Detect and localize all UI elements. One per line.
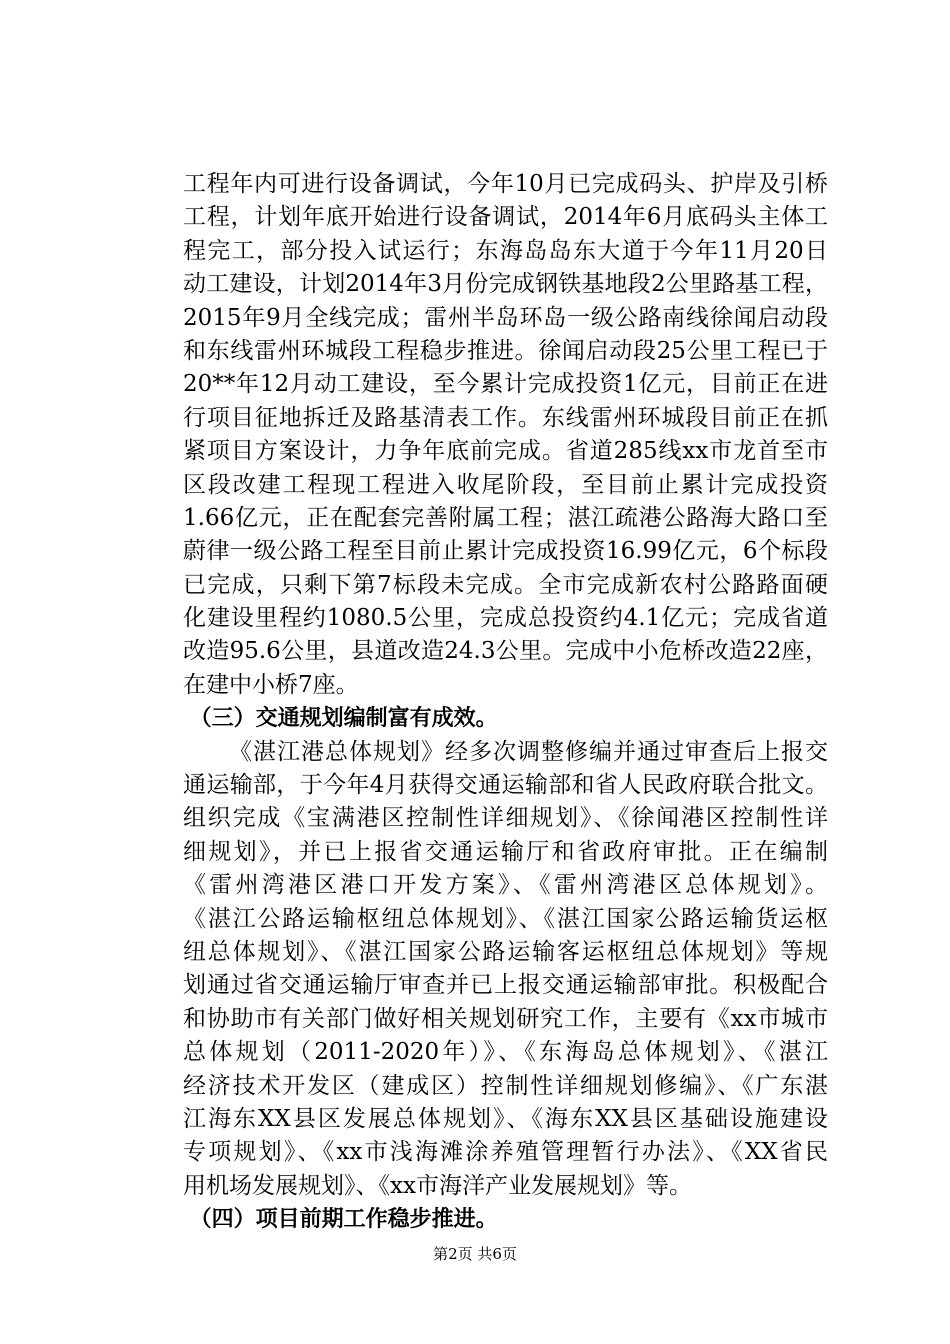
text-line: 细规划》，并已上报省交通运输厅和省政府审批。正在编制: [183, 838, 828, 865]
text-line: 行项目征地拆迁及路基清表工作。东线雷州环城段目前正在抓: [183, 404, 828, 431]
text-line: 工程，计划年底开始进行设备调试，2014年6月底码头主体工: [183, 204, 828, 231]
text-line: 《湛江公路运输枢纽总体规划》、《湛江国家公路运输货运枢: [183, 905, 828, 932]
text-line: 区段改建工程现工程进入收尾阶段，至目前止累计完成投资: [183, 471, 828, 498]
text-line: 总体规划（2011-2020年）》、《东海岛总体规划》、《湛江: [183, 1039, 828, 1066]
text-line: 通运输部，于今年4月获得交通运输部和省人民政府联合批文。: [183, 772, 828, 799]
text-line: 《雷州湾港区港口开发方案》、《雷州湾港区总体规划》。: [183, 872, 828, 899]
page-footer: 第2页 共6页: [433, 1245, 517, 1263]
text-line: 《湛江港总体规划》经多次调整修编并通过审查后上报交: [229, 738, 828, 765]
text-line: 江海东XX县区发展总体规划》、《海东XX县区基础设施建设: [183, 1105, 828, 1132]
text-line: 用机场发展规划》、《xx市海洋产业发展规划》等。: [183, 1172, 692, 1199]
text-line: 工程年内可进行设备调试，今年10月已完成码头、护岸及引桥: [183, 171, 828, 197]
text-line: 已完成，只剩下第7标段未完成。全市完成新农村公路路面硬: [183, 571, 828, 598]
section-heading-4: （四）项目前期工作稳步推进。: [189, 1207, 498, 1233]
text-line: 纽总体规划》、《湛江国家公路运输客运枢纽总体规划》等规: [183, 938, 828, 965]
text-line: 经济技术开发区（建成区）控制性详细规划修编》、《广东湛: [183, 1072, 828, 1099]
text-line: 改造95.6公里，县道改造24.3公里。完成中小危桥改造22座，: [183, 638, 828, 665]
text-line: 划通过省交通运输厅审查并已上报交通运输部审批。积极配合: [183, 972, 828, 999]
text-line: 组织完成《宝满港区控制性详细规划》、《徐闻港区控制性详: [183, 805, 828, 832]
text-line: 专项规划》、《xx市浅海滩涂养殖管理暂行办法》、《XX省民: [183, 1139, 828, 1166]
paragraph-planning: [183, 736, 828, 1203]
text-line: 紧项目方案设计，力争年底前完成。省道285线xx市龙首至市: [183, 438, 828, 465]
text-line: 20**年12月动工建设，至今累计完成投资1亿元，目前正在进: [183, 371, 828, 398]
text-line: 和协助市有关部门做好相关规划研究工作，主要有《xx市城市: [183, 1005, 828, 1032]
text-line: 蔚律一级公路工程至目前止累计完成投资16.99亿元，6个标段: [183, 538, 828, 565]
text-line: 在建中小桥7座。: [183, 671, 359, 698]
text-line: 1.66亿元，正在配套完善附属工程；湛江疏港公路海大路口至: [183, 504, 828, 531]
text-line: 化建设里程约1080.5公里，完成总投资约4.1亿元；完成省道: [183, 605, 828, 632]
section-heading-3: （三）交通规划编制富有成效。: [189, 706, 498, 732]
document-body: [183, 168, 828, 1237]
paragraph-road-projects: [183, 168, 828, 702]
text-line: 动工建设，计划2014年3月份完成钢铁基地段2公里路基工程，: [183, 271, 828, 298]
text-line: 和东线雷州环城段工程稳步推进。徐闻启动段25公里工程已于: [183, 337, 828, 364]
text-line: 程完工，部分投入试运行；东海岛岛东大道于今年11月20日: [183, 237, 828, 264]
text-line: 2015年9月全线完成；雷州半岛环岛一级公路南线徐闻启动段: [183, 304, 828, 331]
